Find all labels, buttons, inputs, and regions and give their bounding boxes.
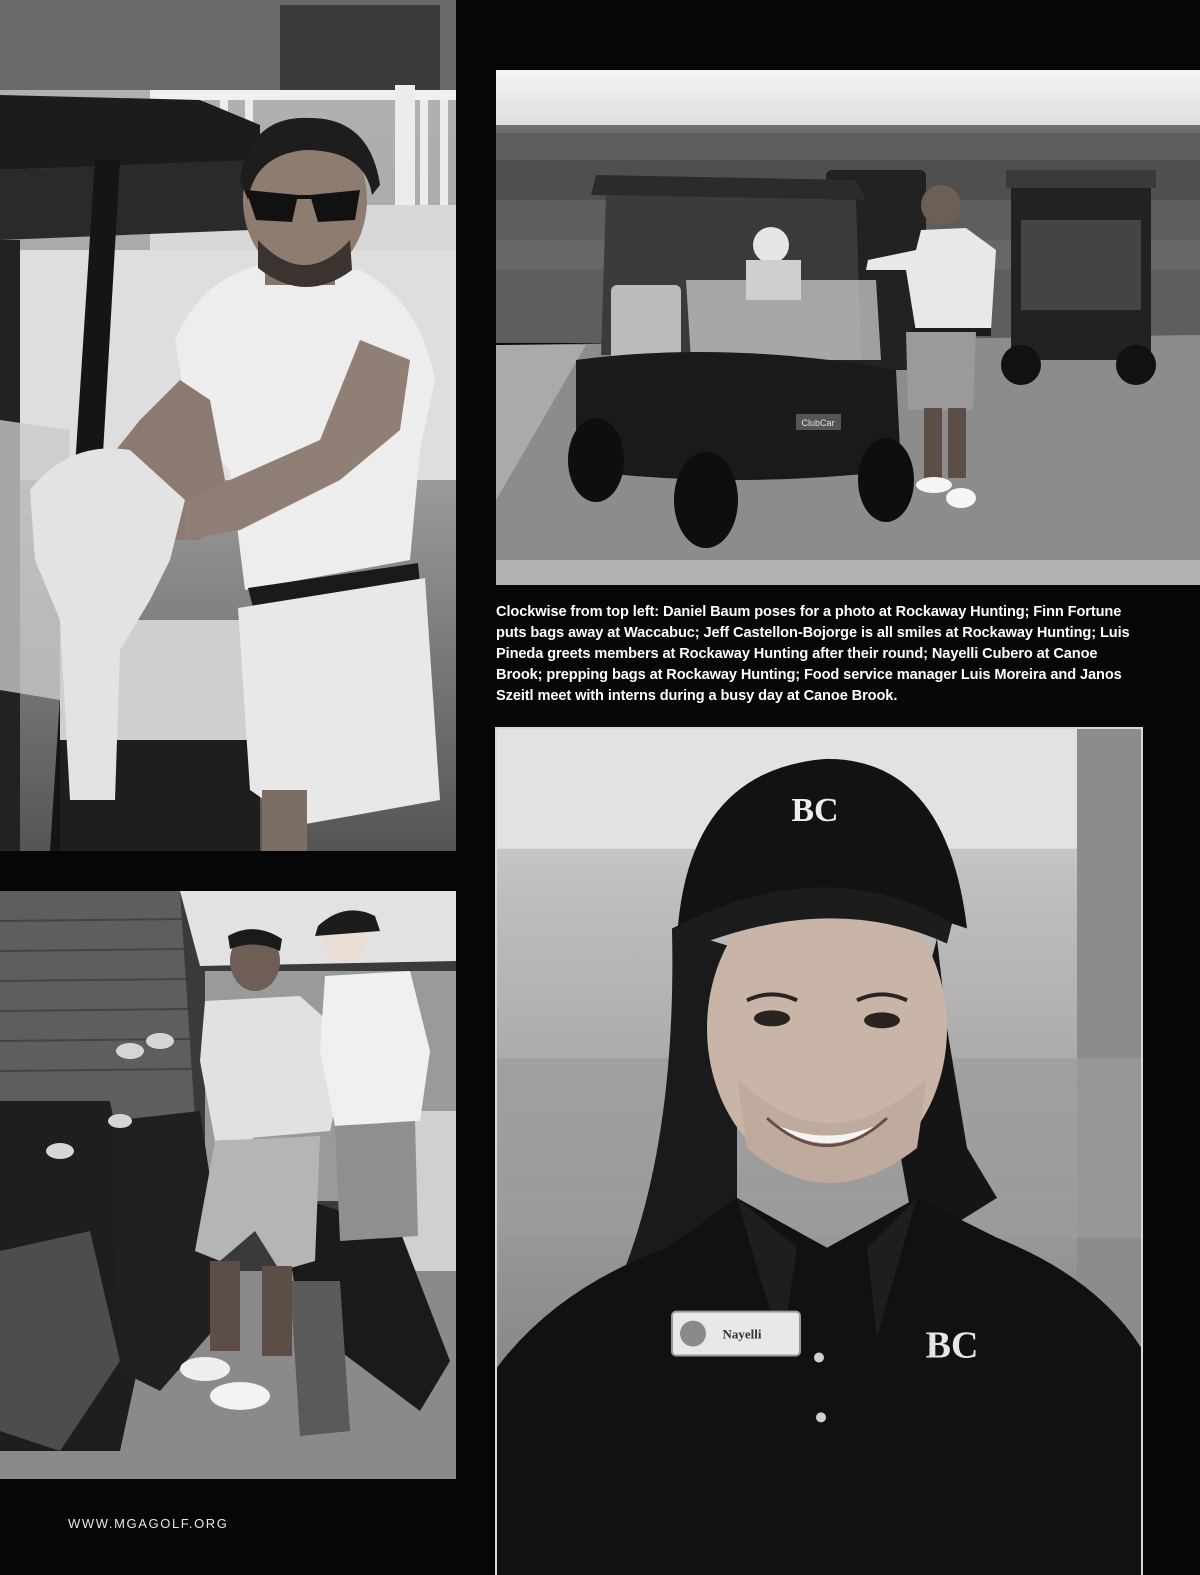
cart-brand-label: ClubCar	[801, 418, 835, 428]
photo-man-golf-cart	[0, 0, 456, 851]
photo-caption: Clockwise from top left: Daniel Baum poses for a photo at Rockaway Hunting; Finn Fortune puts bags away at Waccabuc; Jeff Castellon-Bojorge is all smiles at Rockaway Hunting; Luis Pineda greets members at Rockaway Hunting after their round; Nayelli Cubero at Canoe Brook; prepping bags at Rockaway Hunting; Food service manager Luis Moreira and Janos Szeitl meet with interns during a busy day at Canoe Brook.	[496, 604, 1130, 704]
photo-prepping-golf-bags	[0, 891, 456, 1479]
cap-logo-text: BC	[791, 791, 839, 829]
shirt-logo-text: BC	[925, 1324, 979, 1367]
website-url: WWW.MGAGOLF.ORG	[68, 1516, 229, 1531]
photo-nayelli-portrait	[495, 727, 1143, 1575]
photo-golf-carts-course	[496, 70, 1200, 585]
name-tag-text: Nayelli	[722, 1326, 762, 1342]
